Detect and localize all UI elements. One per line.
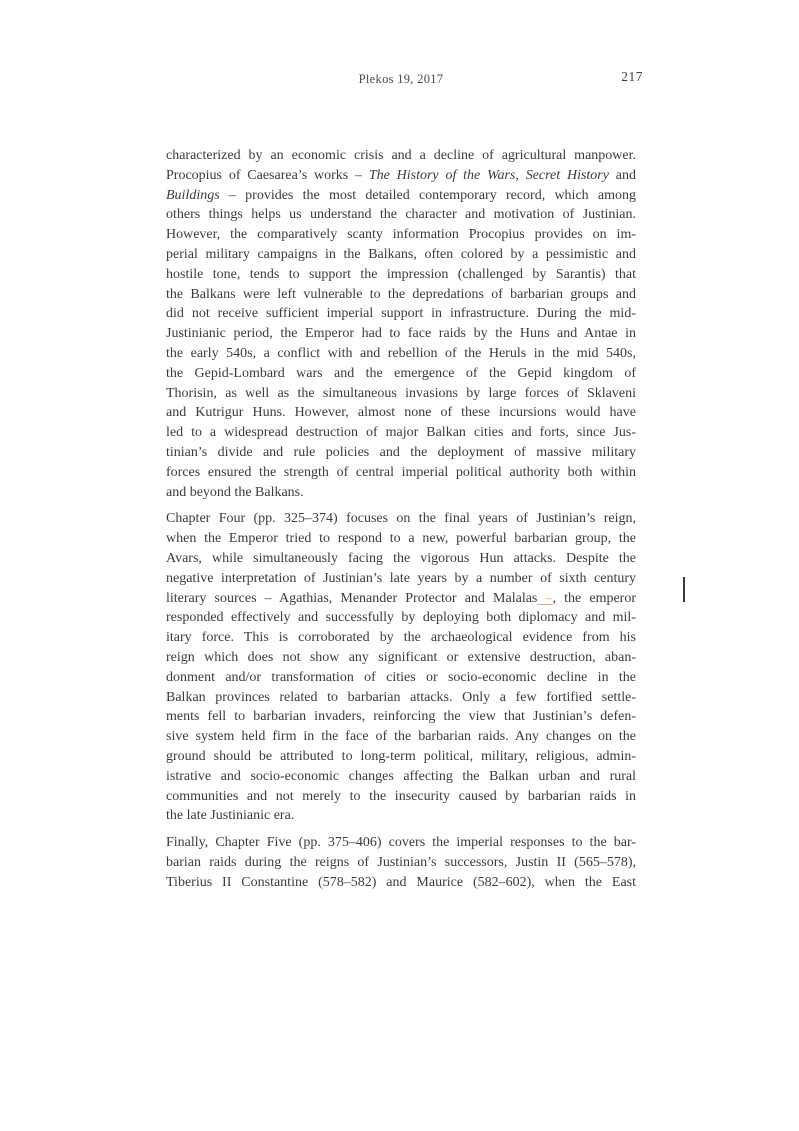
text-line xyxy=(166,225,636,245)
page-header xyxy=(166,69,643,92)
text-run: reign which does not show any significant or extensive destruction, aban- xyxy=(166,649,636,665)
text-run: hostile tone, tends to support the impression (challenged by Sarantis) that xyxy=(166,266,636,282)
text-line xyxy=(166,608,636,628)
text-run: did not receive sufficient imperial support in infrastructure. During the mid- xyxy=(166,306,636,322)
text-line xyxy=(166,853,636,873)
text-run: Finally, Chapter Five (pp. 375–406) covers the imperial responses to the bar- xyxy=(166,835,636,851)
text-run: , the emperor xyxy=(552,590,636,606)
text-line xyxy=(166,648,636,668)
text-line xyxy=(166,186,636,206)
text-line xyxy=(166,589,636,609)
text-run: ments fell to barbarian invaders, reinforcing the view that Justinian’s defen- xyxy=(166,709,636,725)
text-run: forces ensured the strength of central imperial political authority both within xyxy=(166,464,636,480)
paragraph xyxy=(166,509,636,826)
paragraph xyxy=(166,833,636,892)
text-line xyxy=(166,668,636,688)
text-line xyxy=(166,628,636,648)
text-line xyxy=(166,529,636,549)
text-run: barian raids during the reigns of Justinian’s successors, Justin II (565–578), xyxy=(166,854,636,870)
text-line xyxy=(166,463,636,483)
text-run: and xyxy=(608,167,636,183)
text-run: Thorisin, as well as the simultaneous invasions by large forces of Sklaveni xyxy=(166,385,636,401)
text-line xyxy=(166,787,636,807)
text-line xyxy=(166,806,636,826)
text-run: communities and not merely to the insecurity caused by barbarian raids in xyxy=(166,788,636,804)
text-line xyxy=(166,423,636,443)
text-line xyxy=(166,384,636,404)
text-run: Procopius of Caesarea’s works – xyxy=(166,167,369,183)
text-run: However, the comparatively scanty information Procopius provides on im- xyxy=(166,227,636,243)
text-line xyxy=(166,483,636,503)
text-line xyxy=(166,833,636,853)
text-line xyxy=(166,245,636,265)
text-run: tinian’s divide and rule policies and the deployment of massive military xyxy=(166,444,636,460)
text-line xyxy=(166,727,636,747)
text-run: negative interpretation of Justinian’s late years by a number of sixth century xyxy=(166,570,636,586)
tracked-change-insertion: – xyxy=(537,590,553,606)
text-line xyxy=(166,509,636,529)
text-run: when the Emperor tried to respond to a new, powerful barbarian group, the xyxy=(166,531,636,547)
text-line xyxy=(166,873,636,893)
text-line xyxy=(166,569,636,589)
text-line xyxy=(166,707,636,727)
text-run: and beyond the Balkans. xyxy=(166,484,304,500)
text-line xyxy=(166,146,636,166)
text-line xyxy=(166,549,636,569)
italic-text: The History of the Wars xyxy=(368,167,516,183)
text-run: the late Justinianic era. xyxy=(166,808,295,824)
text-run: donment and/or transformation of cities or socio-economic decline in the xyxy=(166,669,636,685)
text-line xyxy=(166,285,636,305)
page-number: 217 xyxy=(621,69,643,84)
text-run: characterized by an economic crisis and a decline of agricultural manpower. xyxy=(166,148,636,163)
text-run: Balkan provinces related to barbarian attacks. Only a few fortified settle- xyxy=(166,689,636,705)
text-run: sive system held firm in the face of the barbarian raids. Any changes on the xyxy=(166,729,636,745)
text-line xyxy=(166,344,636,364)
text-line xyxy=(166,767,636,787)
text-run: others things helps us understand the character and motivation of Justinian. xyxy=(166,207,636,223)
text-run: , xyxy=(515,167,526,183)
text-run: the Gepid-Lombard wars and the emergence of the Gepid kingdom of xyxy=(166,365,636,381)
text-line xyxy=(166,205,636,225)
text-run: Chapter Four (pp. 325–374) focuses on the final years of Justinian’s reign, xyxy=(166,511,636,527)
text-block xyxy=(166,146,636,899)
text-line xyxy=(166,747,636,767)
italic-text: Buildings xyxy=(166,187,220,203)
italic-text: Secret History xyxy=(525,167,609,183)
text-run: responded effectively and successfully by deploying both diplomacy and mil- xyxy=(166,610,636,626)
text-run: istrative and socio-economic changes affecting the Balkan urban and rural xyxy=(166,768,636,784)
change-bar xyxy=(683,577,685,602)
text-run: and Kutrigur Huns. However, almost none of these incursions would have xyxy=(166,405,636,421)
text-run: literary sources – Agathias, Menander Protector and Malalas xyxy=(166,590,538,606)
text-run: led to a widespread destruction of major Balkan cities and forts, since Jus- xyxy=(166,425,636,441)
text-line xyxy=(166,364,636,384)
text-line xyxy=(166,403,636,423)
text-run: perial military campaigns in the Balkans, often colored by a pessimistic and xyxy=(166,246,636,262)
journal-title: Plekos 19, 2017 xyxy=(358,72,444,86)
text-line xyxy=(166,304,636,324)
text-run: the Balkans were left vulnerable to the depredations of barbarian groups and xyxy=(166,286,636,302)
text-run: Avars, while simultaneously facing the vigorous Hun attacks. Despite the xyxy=(166,550,636,566)
paragraph xyxy=(166,146,636,502)
text-run: Tiberius II Constantine (578–582) and Maurice (582–602), when the East xyxy=(166,874,636,890)
text-run: the early 540s, a conflict with and rebellion of the Heruls in the mid 540s, xyxy=(166,345,636,361)
text-run: – provides the most detailed contemporary record, which among xyxy=(219,187,636,203)
text-line xyxy=(166,688,636,708)
text-line xyxy=(166,443,636,463)
text-run: ground should be attributed to long-term political, military, religious, admin- xyxy=(166,748,636,764)
text-line xyxy=(166,265,636,285)
text-run: Justinianic period, the Emperor had to face raids by the Huns and Antae in xyxy=(166,326,636,342)
text-run: itary force. This is corroborated by the archaeological evidence from his xyxy=(166,630,636,646)
text-line xyxy=(166,166,636,186)
text-line xyxy=(166,324,636,344)
